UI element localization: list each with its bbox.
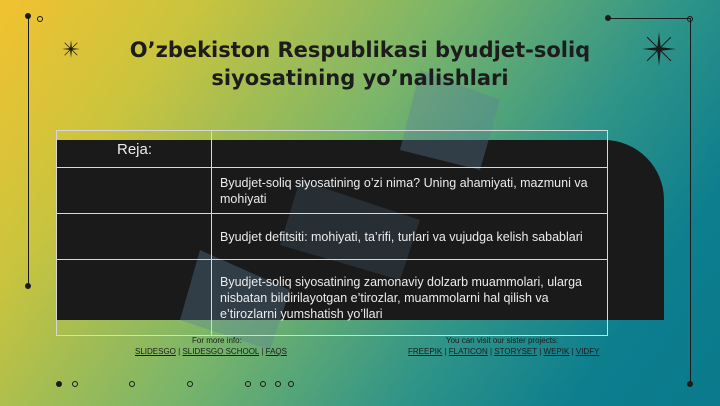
table-row [57,260,608,336]
bottom-ring [275,381,281,387]
footer-separator: | [539,347,542,356]
bottom-ring [288,381,294,387]
plan-table [56,130,608,336]
sparkle-star-icon [62,40,80,58]
table-header-empty [212,131,608,168]
footer-separator: | [178,347,181,356]
footer-link-slidesgo-school[interactable]: SLIDESGO SCHOOL [182,347,260,356]
footer-link-flaticon[interactable]: FLATICON [448,347,488,356]
footer-sister-label: You can visit our sister projects: [446,336,559,345]
frame-dot [25,13,31,19]
frame-dot [25,283,31,289]
frame-dot [687,381,693,387]
frame-dot [605,15,611,21]
footer-link-slidesgo[interactable]: SLIDESGO [135,347,176,356]
table-row-text: Byudjet-soliq siyosatining o’zi nima? Uning ahamiyati, mazmuni va mohiyati [212,168,608,214]
title-line-2: siyosatining yo’nalishlari [211,66,509,90]
frame-line-top-right [608,18,690,19]
frame-ring [687,16,693,22]
page-title [100,36,620,92]
footer-link-freepik[interactable]: FREEPIK [408,347,443,356]
frame-ring [37,16,43,22]
bottom-ring [245,381,251,387]
footer-separator: | [489,347,493,356]
bottom-ring [260,381,266,387]
table-row-text: Byudjet-soliq siyosatining zamonaviy dolzarb muammolari, ularga nisbatan bildirilayotgan e’tirozlar, muammolarni hal qilish va e’tirozlarni yumshatish yo’llari [212,260,608,336]
footer-link-wepik[interactable]: WEPIK [543,347,570,356]
title-line-1: O’zbekiston Respublikasi byudjet-soliq [129,38,591,62]
footer-link-vidfy[interactable]: VIDFY [575,347,600,356]
table-row [57,214,608,260]
frame-line-right [690,18,691,384]
frame-line-left [28,16,29,286]
table-row-empty [57,168,212,214]
table-header-cell: Reja: [57,131,212,168]
bottom-ring [129,381,135,387]
footer-links-left [135,347,287,356]
footer-separator: | [571,347,574,356]
table-row [57,168,608,214]
table-row-text: Byudjet defitsiti: mohiyati, ta’rifi, turlari va vujudga kelish sabablari [212,214,608,260]
footer-separator: | [261,347,264,356]
bottom-ring [72,381,78,387]
table-row-empty [57,214,212,260]
footer-separator: | [444,347,447,356]
footer-links-right [408,347,599,356]
footer-link-storyset[interactable]: STORYSET [494,347,537,356]
sparkle-star-icon [642,32,676,66]
footer-info-label: For more info: [192,336,242,345]
footer-link-faqs[interactable]: FAQS [265,347,287,356]
table-header-row [57,131,608,168]
table-row-empty [57,260,212,336]
bottom-dot [56,381,62,387]
bottom-ring [187,381,193,387]
